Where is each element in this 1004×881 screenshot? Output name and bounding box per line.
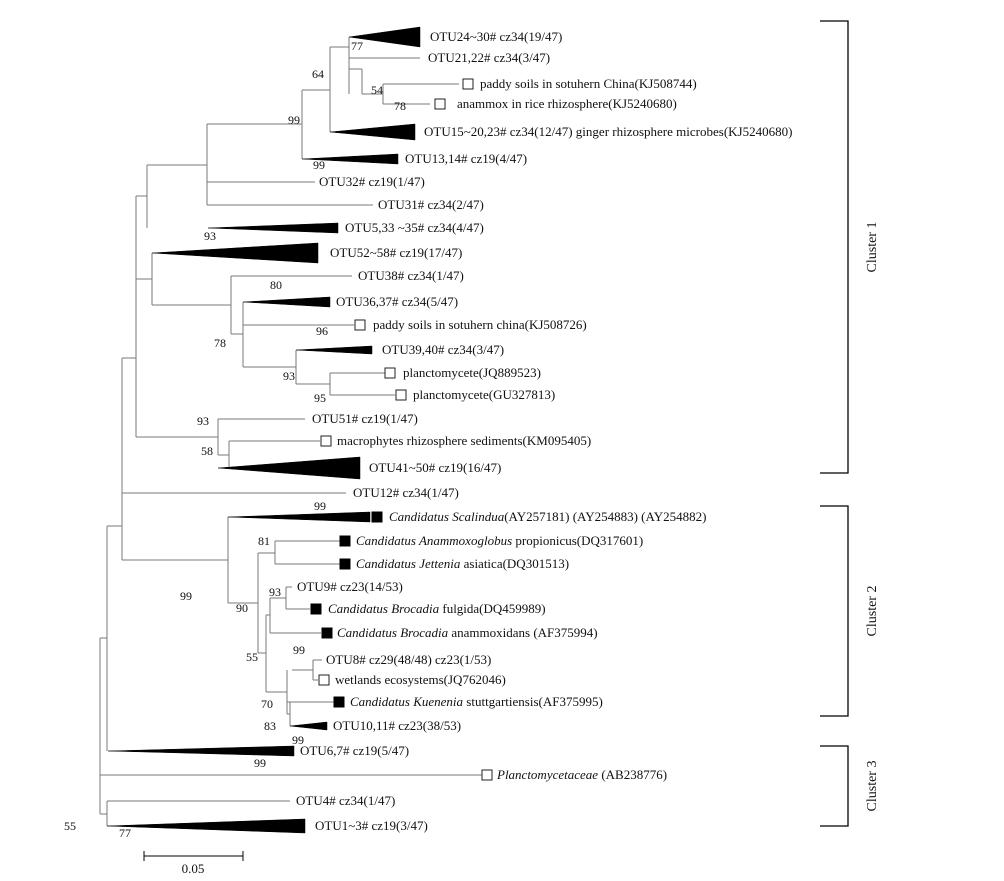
reference-sequence-open-square [355,320,365,330]
collapsed-clade-triangle [228,512,370,522]
taxon-label: OTU13,14# cz19(4/47) [405,151,528,166]
taxon-label: Candidatus Brocadia fulgida(DQ459989) [328,601,546,616]
bootstrap-value: 54 [371,83,383,97]
bootstrap-value: 99 [314,499,326,513]
scale-bar-label: 0.05 [181,861,205,876]
collapsed-clade-triangle [243,297,330,307]
candidatus-reference-filled-square [372,512,382,522]
reference-sequence-open-square [396,390,406,400]
candidatus-reference-filled-square [340,536,350,546]
taxon-label: OTU31# cz34(2/47) [378,197,484,212]
reference-sequence-open-square [463,79,473,89]
taxon-label: paddy soils in sotuhern china(KJ508726) [373,317,587,332]
bootstrap-value: 78 [214,336,226,350]
taxon-label: OTU8# cz29(48/48) cz23(1/53) [326,652,492,667]
collapsed-clade-triangle [330,124,415,140]
bootstrap-value: 99 [293,643,305,657]
reference-sequence-open-square [319,675,329,685]
taxon-label: OTU4# cz34(1/47) [296,793,396,808]
taxon-label: OTU5,33 ~35# cz34(4/47) [345,220,484,235]
candidatus-reference-filled-square [334,697,344,707]
bootstrap-value: 81 [258,534,270,548]
bootstrap-value: 93 [204,229,216,243]
taxon-label: Candidatus Anammoxoglobus propionicus(DQ317601) [356,533,644,548]
bootstrap-value: 64 [312,67,324,81]
candidatus-reference-filled-square [340,559,350,569]
bootstrap-value: 95 [314,391,326,405]
taxon-label: OTU32# cz19(1/47) [319,174,425,189]
reference-sequence-open-square [482,770,492,780]
taxon-label: Candidatus Kuenenia stuttgartiensis(AF375995) [350,694,603,709]
reference-sequence-open-square [321,436,331,446]
taxon-label: Planctomycetaceae (AB238776) [497,767,668,782]
taxon-label: OTU6,7# cz19(5/47) [300,743,410,758]
taxon-label: OTU1~3# cz19(3/47) [315,818,428,833]
bootstrap-value: 96 [316,324,328,338]
bootstrap-value: 70 [261,697,273,711]
bootstrap-value: 99 [180,589,192,603]
bootstrap-value: 93 [197,414,209,428]
taxon-label: Candidatus Jettenia asiatica(DQ301513) [356,556,570,571]
candidatus-reference-filled-square [311,604,321,614]
collapsed-clade-triangle [218,457,360,479]
taxon-label: OTU10,11# cz23(38/53) [333,718,462,733]
taxon-label: OTU21,22# cz34(3/47) [428,50,551,65]
taxon-label: anammox in rice rhizosphere(KJ5240680) [457,96,677,111]
taxon-label: OTU15~20,23# cz34(12/47) ginger rhizosphere microbes(KJ5240680) [424,124,793,139]
collapsed-clade-triangle [108,746,294,756]
tree-leaves [107,27,792,833]
cluster-label: Cluster 2 [865,585,880,637]
collapsed-clade-triangle [296,346,372,354]
cluster-label: Cluster 1 [865,221,880,273]
bootstrap-value: 77 [119,826,131,840]
reference-sequence-open-square [435,99,445,109]
taxon-label: OTU38# cz34(1/47) [358,268,464,283]
collapsed-clade-triangle [208,223,338,233]
bootstrap-value: 93 [283,369,295,383]
cluster-bracket [820,746,848,826]
collapsed-clade-triangle [107,819,305,833]
taxon-label: OTU9# cz23(14/53) [297,579,403,594]
taxon-label: macrophytes rhizosphere sediments(KM095405) [337,433,592,448]
taxon-label: Candidatus Scalindua(AY257181) (AY254883) (AY254882) [389,509,707,524]
cluster-bracket [820,506,848,716]
collapsed-clade-triangle [152,243,318,263]
bootstrap-value: 80 [270,278,282,292]
bootstrap-value: 83 [264,719,276,733]
bootstrap-value: 55 [246,650,258,664]
taxon-label: wetlands ecosystems(JQ762046) [335,672,506,687]
cluster-brackets [820,21,880,826]
taxon-label: OTU24~30# cz34(19/47) [430,29,563,44]
taxon-label: OTU36,37# cz34(5/47) [336,294,459,309]
scale-bar [144,851,243,876]
candidatus-reference-filled-square [322,628,332,638]
bootstrap-value: 78 [394,99,406,113]
bootstrap-value: 93 [269,585,281,599]
cluster-label: Cluster 3 [865,760,880,812]
taxon-label: planctomycete(JQ889523) [403,365,541,380]
bootstrap-value: 99 [313,158,325,172]
bootstrap-value: 77 [351,39,363,53]
taxon-label: OTU41~50# cz19(16/47) [369,460,502,475]
taxon-label: OTU39,40# cz34(3/47) [382,342,505,357]
taxon-label: OTU51# cz19(1/47) [312,411,418,426]
bootstrap-value: 99 [292,733,304,747]
reference-sequence-open-square [385,368,395,378]
taxon-label: planctomycete(GU327813) [413,387,556,402]
bootstrap-value: 99 [288,113,300,127]
taxon-label: paddy soils in sotuhern China(KJ508744) [480,76,697,91]
taxon-label: OTU52~58# cz19(17/47) [330,245,463,260]
taxon-label: OTU12# cz34(1/47) [353,485,459,500]
bootstrap-value: 58 [201,444,213,458]
cluster-bracket [820,21,848,473]
collapsed-clade-triangle [290,722,327,730]
bootstrap-value: 90 [236,601,248,615]
taxon-label: Candidatus Brocadia anammoxidans (AF375994) [337,625,598,640]
bootstrap-value: 55 [64,819,76,833]
bootstrap-value: 99 [254,756,266,770]
